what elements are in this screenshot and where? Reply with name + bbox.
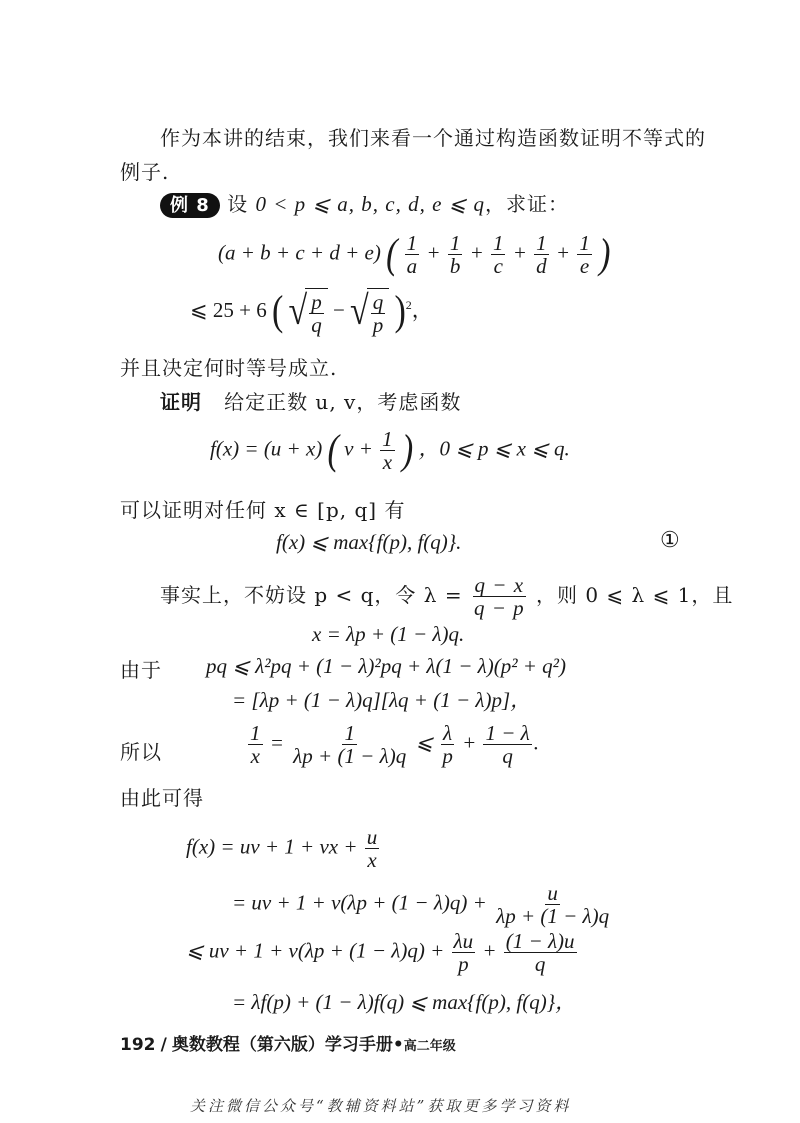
fact-tail: ，则 0 ⩽ λ ⩽ 1，且 [535,583,734,608]
right-paren: ) [401,426,414,474]
left-paren: ( [386,230,398,278]
since-label: 由于 [120,658,162,682]
function-definition [210,428,570,473]
left-paren: ( [271,288,284,335]
chain-line-4: = λf(p) + (1 − λ)f(q) ⩽ max{f(p), f(q)}， [232,990,577,1014]
ineq-lhs-prefix: (a + b + c + d + e) [218,240,381,265]
frac-1-over-b: $\frac{1}{b}$ [449,231,461,279]
proof-label: 证明 [160,390,202,414]
inequality-line-2 [190,288,433,336]
example-prove: ，求证： [485,192,570,216]
frac-u-over-combo: $\frac{u}{\lambda p + (1 - \lambda)q}$ [496,881,610,929]
proof-intro [160,386,461,415]
so-inequality: $\frac{1}{x}$ = $\frac{1}{\lambda p + (1 - \lambda)q}$ ⩽ $\frac{\lambda}{p}$ + $\frac{1 - \lambda}{q}$ . [250,721,540,769]
frac-1-over-e: $\frac{1}{e}$ [579,231,590,279]
lambda-fraction: $\frac{q - x}{q - p}$ [473,573,525,621]
frac-lambdau-over-p: $\frac{\lambda u}{p}$ [453,929,474,977]
frac-1-over-x: $\frac{1}{x}$ [382,427,393,475]
equality-condition: 并且决定何时等号成立. [120,356,338,380]
right-paren: ) [599,230,611,278]
frac-lambda-over-p: $\frac{\lambda}{p}$ [442,721,453,769]
v-plus: v + [344,436,379,461]
plus-sign: + [482,938,497,963]
fact-lead: 事实上，不妨设 p < q，令 λ = [160,583,470,608]
plus-sign: + [469,240,484,265]
hence-label: 由此可得 [120,786,204,810]
equation-marker: ① [660,528,680,553]
inequality-line-1 [218,232,610,277]
chain-line-2 [232,882,613,927]
chain-3-text: ⩽ uv + 1 + v(λp + (1 − λ)q) + [186,938,450,963]
example-lead: 设 [227,192,256,216]
chain-2-text: = uv + 1 + v(λp + (1 − λ)q) + [232,890,493,915]
chain-line-3 [186,930,579,975]
example-condition: 0 < p ⩽ a, b, c, d, e ⩽ q [255,192,486,216]
ineq-rhs-prefix: ⩽ 25 + 6 [190,297,267,322]
since-line-2: = [λp + (1 − λ)q][λq + (1 − λ)p]， [232,688,532,712]
plus-sign: + [426,240,441,265]
fx-def: f(x) = (u + x) [210,436,323,461]
minus-sign: − [332,297,345,322]
claim-intro: 可以证明对任何 x ∈ [p, q] 有 [120,498,406,522]
example-statement [160,188,569,218]
book-title: 奥数教程（第六版）学习手册 [171,1035,393,1055]
intro-line-1: 作为本讲的结束，我们来看一个通过构造函数证明不等式的 [160,126,706,150]
plus-sign: + [512,240,527,265]
proof-given: 给定正数 u, v，考虑函数 [224,390,462,414]
exponent: 2 [405,297,412,312]
equals-sign: = [269,730,284,755]
fact-line [160,574,733,619]
left-paren: ( [327,426,339,474]
chain-1-text: f(x) = uv + 1 + vx + [186,834,363,859]
right-paren: ) [394,288,406,335]
x-combination: x = λp + (1 − λ)q. [312,622,465,646]
watermark-text: 关注微信公众号“教辅资料站”获取更多学习资料 [190,1097,572,1115]
chain-line-1 [186,826,381,871]
sqrt-q-over-p: √ $\frac{q}{p}$ [350,288,389,336]
frac-1minuslambdau-over-q: $\frac{(1 - \lambda)u}{q}$ [505,929,575,977]
footer-slash: / [160,1035,167,1055]
intro-line-2: 例子. [120,160,170,184]
plus-sign: + [555,240,571,265]
fx-domain: ，0 ⩽ p ⩽ x ⩽ q. [418,436,570,461]
frac-1-over-d: $\frac{1}{d}$ [536,231,547,279]
grade-label: 高二年级 [403,1039,456,1054]
ineq-tail: ， [411,297,433,322]
since-line-1: pq ⩽ λ²pq + (1 − λ)²pq + λ(1 − λ)(p² + q²) [206,654,566,678]
frac-1-over-c: $\frac{1}{c}$ [492,231,504,279]
frac-1minuslambda-over-q: $\frac{1 - \lambda}{q}$ [485,721,530,769]
leq-sign: ⩽ [415,730,434,755]
plus-sign: + [462,730,477,755]
so-label: 所以 [120,740,162,764]
claim-inequality: f(x) ⩽ max{f(p), f(q)}. [276,530,462,554]
page-number: 192 [120,1035,156,1055]
sqrt-p-over-q: √ $\frac{p}{q}$ [289,288,328,336]
example-badge: 例 8 [160,193,220,218]
frac-1-over-combo: $\frac{1}{\lambda p + (1 - \lambda)q}$ [293,721,407,769]
footer-dot: • [392,1035,404,1055]
frac-1-over-x: $\frac{1}{x}$ [250,721,261,769]
page-footer [120,1030,456,1055]
frac-u-over-x: $\frac{u}{x}$ [366,825,378,873]
frac-1-over-a: $\frac{1}{a}$ [406,231,418,279]
